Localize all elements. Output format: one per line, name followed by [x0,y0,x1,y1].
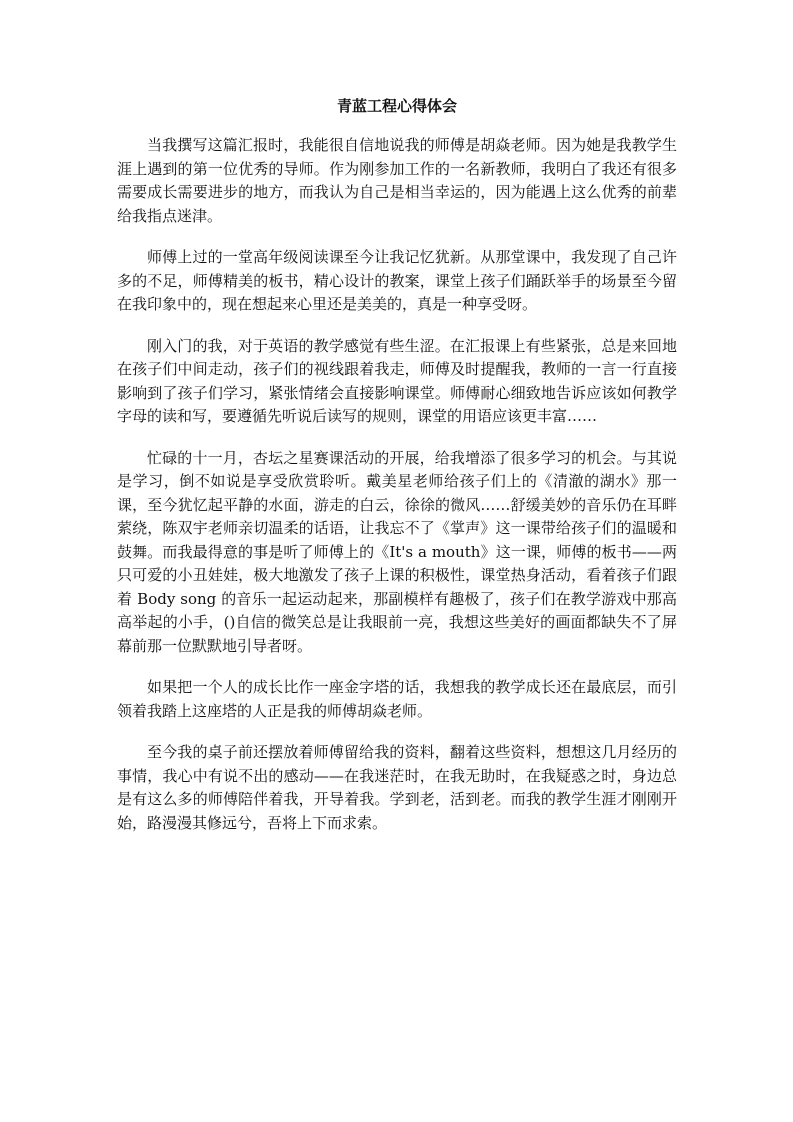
paragraph-5: 如果把一个人的成长比作一座金字塔的话，我想我的教学成长还在最底层，而引领着我踏上这座塔的人正是我的师傅胡焱老师。 [117,678,677,720]
paragraph-3: 刚入门的我，对于英语的教学感觉有些生涩。在汇报课上有些紧张，总是来回地在孩子们中间走动，孩子们的视线跟着我走，师傅及时提醒我，教师的一言一行直接影响到了孩子们学习，紧张情绪会直接影响课堂。师傅耐心细致地告诉应该如何教学字母的读和写，要遵循先听说后读写的规则，课堂的用语应该更丰富…… [117,336,677,425]
paragraph-1: 当我撰写这篇汇报时，我能很自信地说我的师傅是胡焱老师。因为她是我教学生涯上遇到的第一位优秀的导师。作为刚参加工作的一名新教师，我明白了我还有很多需要成长需要进步的地方，而我认为自己是相当幸运的，因为能遇上这么优秀的前辈给我指点迷津。 [117,136,677,225]
paragraph-4: 忙碌的十一月，杏坛之星赛课活动的开展，给我增添了很多学习的机会。与其说是学习，倒不如说是享受欣赏聆听。戴美星老师给孩子们上的《清澈的湖水》那一课，至今犹忆起平静的水面，游走的白云，徐徐的微风……舒缓美妙的音乐仍在耳畔萦绕，陈双宇老师亲切温柔的话语，让我忘不了《掌声》这一课带给孩子们的温暖和鼓舞。而我最得意的事是听了师傅上的《It's a mouth》这一课，师傅的板书——两只可爱的小丑娃娃，极大地激发了孩子上课的积极性，课堂热身活动，看着孩子们跟着 Body song 的音乐一起运动起来，那副模样有趣极了，孩子们在教学游戏中那高高举起的小手，()自信的微笑总是让我眼前一亮，我想这些美好的画面都缺失不了屏幕前那一位默默地引导者呀。 [117,448,677,655]
paragraph-2: 师傅上过的一堂高年级阅读课至今让我记忆犹新。从那堂课中，我发现了自己许多的不足，师傅精美的板书，精心设计的教案，课堂上孩子们踊跃举手的场景至今留在我印象中的，现在想起来心里还是美美的，真是一种享受呀。 [117,248,677,313]
document-page [117,96,677,853]
paragraph-6: 至今我的桌子前还摆放着师傅留给我的资料，翻着这些资料，想想这几月经历的事情，我心中有说不出的感动——在我迷茫时，在我无助时，在我疑惑之时，身边总是有这么多的师傅陪伴着我，开导着我。学到老，活到老。而我的教学生涯才刚刚开始，路漫漫其修远兮，吾将上下而求索。 [117,743,677,832]
document-title: 青蓝工程心得体会 [336,97,457,115]
